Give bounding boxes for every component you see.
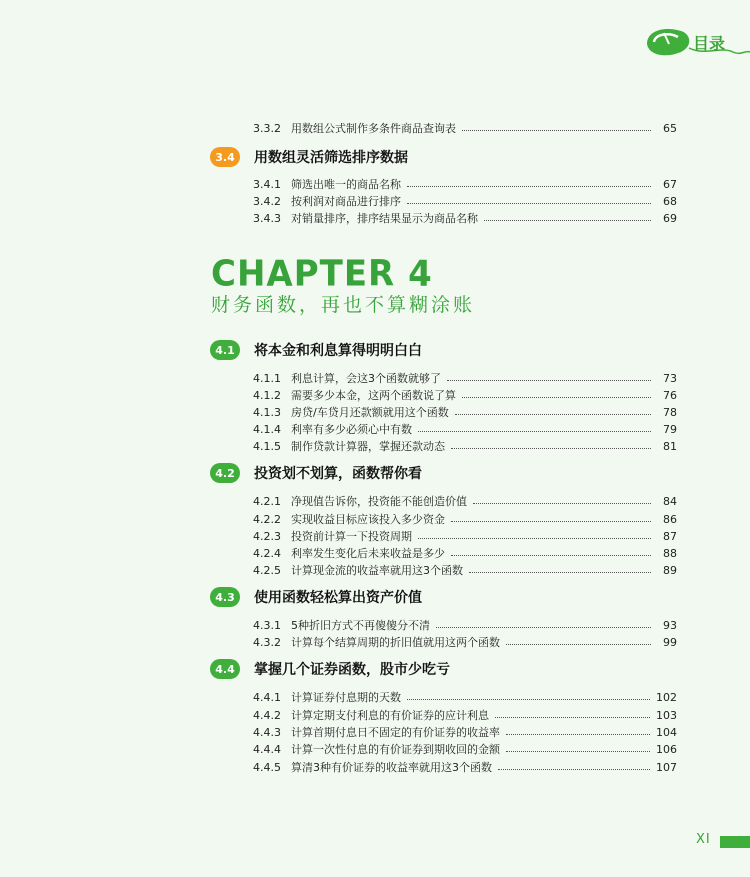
section-heading[interactable] [210,585,422,609]
toc-entry[interactable] [253,492,677,510]
entry-page: 78 [663,405,677,419]
entry-title: 对销量排序，排序结果显示为商品名称 [291,212,478,225]
leader-dots [462,397,651,398]
leader-dots [407,699,650,700]
entry-number: 4.1.4 [253,422,281,436]
leader-dots [498,769,650,770]
entry-number: 4.2.3 [253,529,281,543]
entry-number: 4.4.5 [253,760,281,774]
leader-dots [495,717,650,718]
toc-entry[interactable] [253,209,677,227]
entry-page: 107 [656,760,677,774]
leader-dots [469,572,651,573]
toc-entry[interactable] [253,510,677,528]
entry-number: 3.3.2 [253,121,281,135]
leader-dots [407,203,651,204]
entry-number: 4.1.3 [253,405,281,419]
leader-dots [418,431,651,432]
footer-accent-bar [720,836,750,848]
header-badge [645,22,750,62]
entry-page: 102 [656,690,677,704]
entry-page: 104 [656,725,677,739]
entry-number: 3.4.1 [253,177,281,191]
entry-title: 筛选出唯一的商品名称 [291,178,401,191]
entry-page: 76 [663,388,677,402]
entry-title: 计算首期付息日不固定的有价证券的收益率 [291,726,500,739]
entry-title: 计算一次性付息的有价证券到期收回的金额 [291,743,500,756]
entry-title: 制作贷款计算器，掌握还款动态 [291,440,445,453]
entry-title: 计算现金流的收益率就用这3个函数 [291,564,463,577]
entry-page: 69 [663,211,677,225]
toc-entry[interactable] [253,561,677,579]
leader-dots [506,734,650,735]
entry-page: 67 [663,177,677,191]
entry-number: 4.1.5 [253,439,281,453]
toc-entry[interactable] [253,175,677,193]
entry-number: 4.4.1 [253,690,281,704]
entry-title: 房贷/车贷月还款额就用这个函数 [291,406,449,419]
entry-number: 4.2.4 [253,546,281,560]
entry-number: 3.4.2 [253,194,281,208]
toc-entry[interactable] [253,527,677,545]
section-heading[interactable] [210,338,422,362]
entry-page: 99 [663,635,677,649]
entry-title: 按利润对商品进行排序 [291,195,401,208]
section-title: 掌握几个证券函数，股市少吃亏 [254,662,450,678]
leader-dots [451,555,651,556]
toc-entry[interactable] [253,706,677,724]
entry-number: 4.4.4 [253,742,281,756]
leader-dots [455,414,651,415]
toc-entry[interactable] [253,369,677,387]
section-title: 使用函数轻松算出资产价值 [254,590,422,606]
section-badge: 4.4 [210,659,240,679]
entry-title: 计算证券付息期的天数 [291,691,401,704]
leader-dots [407,186,651,187]
section-badge: 4.2 [210,463,240,483]
toc-entry[interactable] [253,688,677,706]
chapter-heading: CHAPTER 4 [211,253,433,295]
section-badge: 3.4 [210,147,240,167]
toc-entry[interactable] [253,544,677,562]
toc-entry[interactable] [253,386,677,404]
entry-number: 4.2.2 [253,512,281,526]
entry-title: 净现值告诉你，投资能不能创造价值 [291,495,467,508]
entry-number: 4.2.1 [253,494,281,508]
section-title: 投资划不划算，函数帮你看 [254,466,422,482]
entry-number: 4.3.1 [253,618,281,632]
leader-dots [436,627,651,628]
entry-title: 用数组公式制作多条件商品查询表 [291,122,456,135]
page-number: XI [696,832,711,847]
toc-entry[interactable] [253,420,677,438]
section-title: 将本金和利息算得明明白白 [254,343,422,359]
entry-page: 86 [663,512,677,526]
entry-title: 实现收益目标应该投入多少资金 [291,513,445,526]
entry-title: 计算定期支付利息的有价证券的应计利息 [291,709,489,722]
leader-dots [447,380,651,381]
leader-dots [418,538,651,539]
toc-entry[interactable] [253,633,677,651]
entry-page: 73 [663,371,677,385]
entry-title: 算清3种有价证券的收益率就用这3个函数 [291,761,492,774]
leader-dots [484,220,651,221]
entry-page: 93 [663,618,677,632]
toc-entry[interactable] [253,119,677,137]
toc-entry[interactable] [253,723,677,741]
toc-entry[interactable] [253,740,677,758]
leader-dots [506,644,651,645]
entry-page: 88 [663,546,677,560]
entry-title: 计算每个结算周期的折旧值就用这两个函数 [291,636,500,649]
entry-page: 89 [663,563,677,577]
toc-entry[interactable] [253,616,677,634]
entry-number: 4.2.5 [253,563,281,577]
entry-page: 87 [663,529,677,543]
entry-page: 79 [663,422,677,436]
leader-dots [506,751,650,752]
entry-number: 4.1.1 [253,371,281,385]
entry-page: 106 [656,742,677,756]
toc-entry[interactable] [253,192,677,210]
section-badge: 4.1 [210,340,240,360]
entry-number: 4.4.2 [253,708,281,722]
leader-dots [451,521,651,522]
entry-page: 81 [663,439,677,453]
entry-number: 4.3.2 [253,635,281,649]
entry-page: 84 [663,494,677,508]
toc-title: 目录 [693,34,726,53]
entry-page: 103 [656,708,677,722]
toc-entry[interactable] [253,437,677,455]
entry-title: 需要多少本金，这两个函数说了算 [291,389,456,402]
entry-title: 投资前计算一下投资周期 [291,530,412,543]
toc-entry[interactable] [253,758,677,776]
entry-number: 3.4.3 [253,211,281,225]
entry-title: 利息计算，会这3个函数就够了 [291,372,441,385]
entry-title: 利率有多少必须心中有数 [291,423,412,436]
section-heading[interactable] [210,145,408,169]
entry-number: 4.1.2 [253,388,281,402]
leader-dots [462,130,651,131]
entry-page: 68 [663,194,677,208]
leader-dots [473,503,651,504]
entry-page: 65 [663,121,677,135]
toc-entry[interactable] [253,403,677,421]
entry-title: 利率发生变化后未来收益是多少 [291,547,445,560]
section-heading[interactable] [210,657,450,681]
entry-title: 5种折旧方式不再傻傻分不清 [291,619,430,632]
section-title: 用数组灵活筛选排序数据 [254,150,408,166]
section-heading[interactable] [210,461,422,485]
chapter-subtitle: 财务函数，再也不算糊涂账 [211,294,476,316]
entry-number: 4.4.3 [253,725,281,739]
section-badge: 4.3 [210,587,240,607]
leader-dots [451,448,651,449]
